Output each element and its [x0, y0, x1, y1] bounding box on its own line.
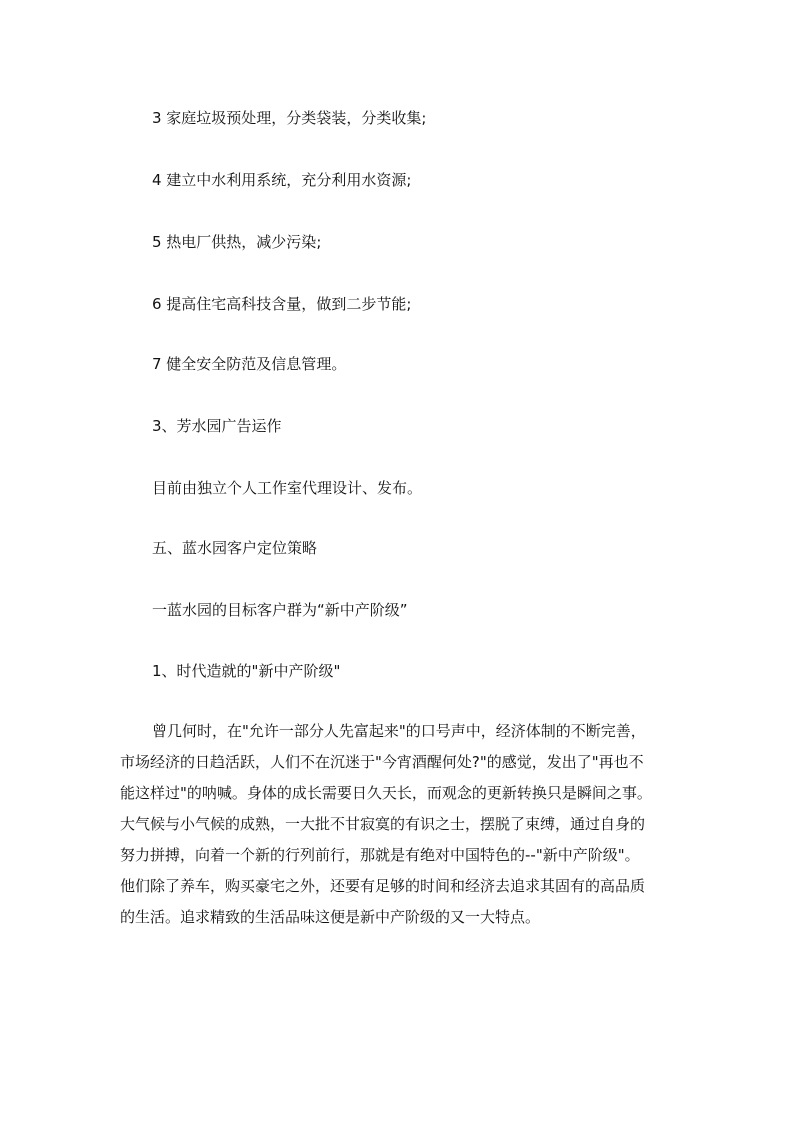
list-item-6: 6 提高住宅高科技含量，做到二步节能; [152, 295, 412, 313]
body-text-ad-agency: 目前由独立个人工作室代理设计、发布。 [152, 479, 423, 497]
paragraph-line: 努力拼搏，向着一个新的行列前行，那就是有绝对中国特色的--"新中产阶级"。 [120, 846, 640, 864]
subsection-heading-new-middle-class: 1、时代造就的"新中产阶级" [152, 662, 341, 680]
list-item-4: 4 建立中水利用系统，充分利用水资源; [152, 171, 412, 189]
section-heading-customer-positioning: 五、蓝水园客户定位策略 [152, 539, 318, 557]
section-heading-ad-operation: 3、芳水园广告运作 [152, 417, 282, 435]
list-item-5: 5 热电厂供热，减少污染; [152, 233, 322, 251]
list-item-3: 3 家庭垃圾预处理，分类袋装，分类收集; [152, 109, 427, 127]
paragraph-line: 他们除了养车，购买豪宅之外，还要有足够的时间和经济去追求其固有的高品质 [120, 877, 646, 895]
paragraph-line: 曾几何时，在"允许一部分人先富起来"的口号声中，经济体制的不断完善， [152, 722, 646, 740]
body-paragraph [120, 716, 680, 933]
paragraph-line: 大气候与小气候的成熟，一大批不甘寂寞的有识之士，摆脱了束缚，通过自身的 [120, 815, 646, 833]
list-item-7: 7 健全安全防范及信息管理。 [152, 355, 347, 373]
paragraph-line: 市场经济的日趋活跃，人们不在沉迷于"今宵酒醒何处?"的感觉，发出了"再也不 [120, 753, 644, 771]
subsection-heading-target-group: 一蓝水园的目标客户群为“新中产阶级” [152, 601, 408, 619]
paragraph-line: 的生活。追求精致的生活品味这便是新中产阶级的又一大特点。 [120, 908, 541, 926]
paragraph-line: 能这样过"的呐喊。身体的成长需要日久天长，而观念的更新转换只是瞬间之事。 [120, 784, 652, 802]
